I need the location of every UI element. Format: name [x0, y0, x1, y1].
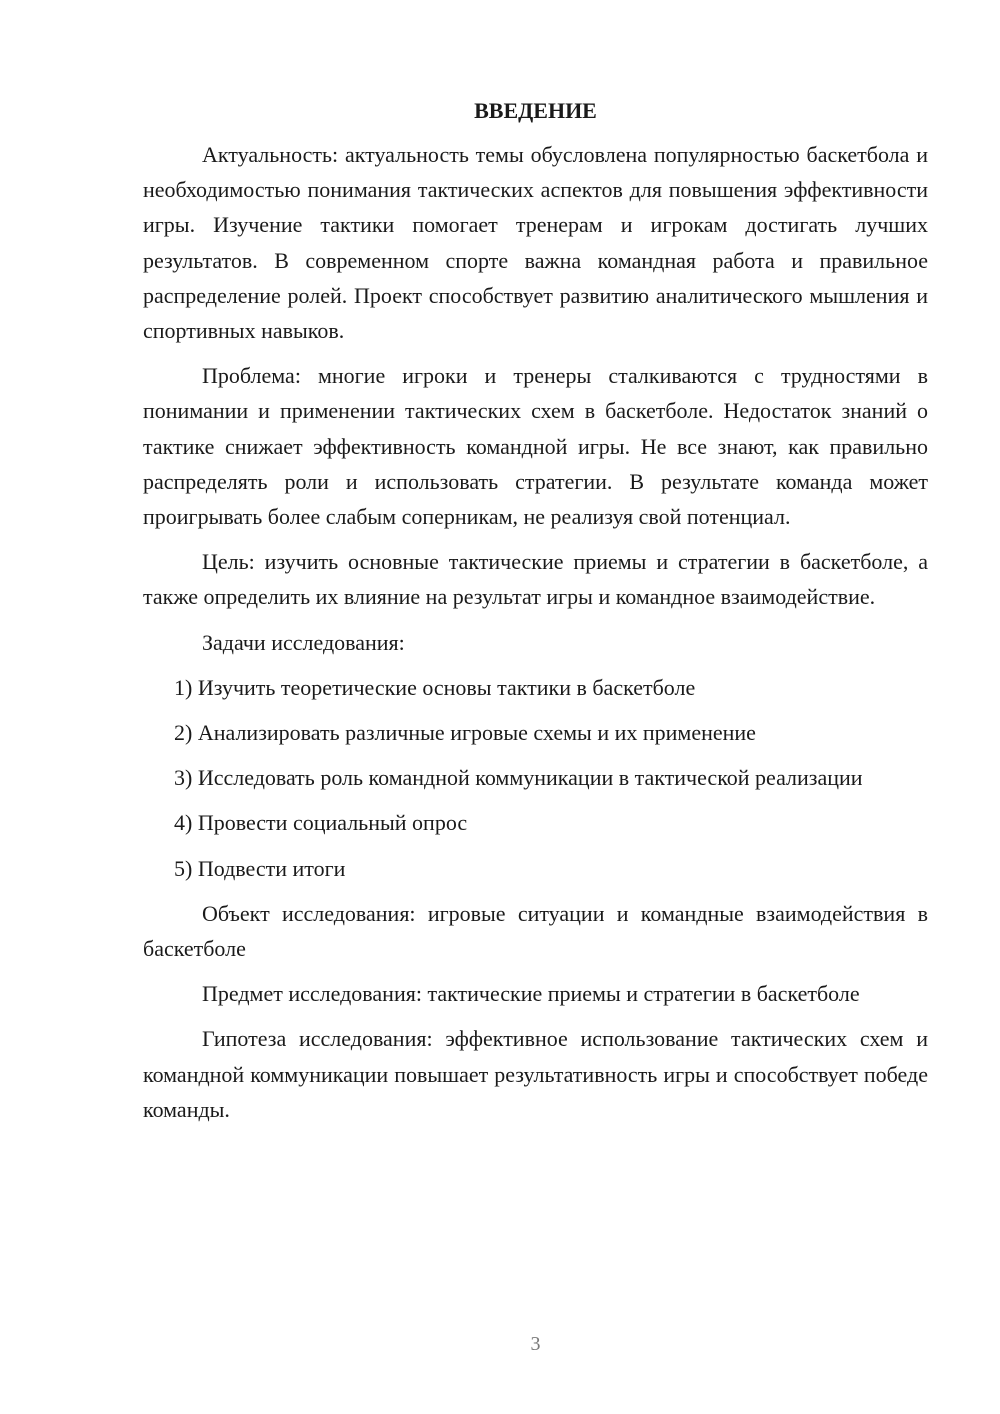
- document-page: [143, 96, 928, 1137]
- goal-paragraph: Цель: изучить основные тактические приемы и стратегии в баскетболе, а также определить их влияние на результат игры и командное взаимодействие.: [143, 549, 928, 610]
- section-title: ВВЕДЕНИЕ: [474, 98, 597, 123]
- page-number: 3: [530, 1333, 541, 1355]
- problem-paragraph: Проблема: многие игроки и тренеры сталкиваются с трудностями в понимании и применении тактических схем в баскетболе. Недостаток знаний о тактике снижает эффективность командной игры. Не все знают, как правильно распределять роли и использовать стратегии. В результате команда может проигрывать более слабым соперникам, не реализуя свой потенциал.: [143, 363, 928, 530]
- task-item: 3) Исследовать роль командной коммуникации в тактической реализации: [174, 765, 863, 791]
- object-paragraph: Объект исследования: игровые ситуации и командные взаимодействия в баскетболе: [143, 900, 928, 962]
- task-item: 4) Провести социальный опрос: [174, 810, 468, 836]
- task-item: 2) Анализировать различные игровые схемы и их применение: [174, 720, 756, 746]
- relevance-paragraph: Актуальность: актуальность темы обусловлена популярностью баскетбола и необходимостью понимания тактических аспектов для повышения эффективности игры. Изучение тактики помогает тренерам и игрокам достигать лучших результатов. В современном спорте важна командная работа и правильное распределение ролей. Проект способствует развитию аналитического мышления и спортивных навыков.: [143, 142, 928, 344]
- task-item: 5) Подвести итоги: [174, 855, 346, 881]
- subject-paragraph: Предмет исследования: тактические приемы и стратегии в баскетболе: [202, 981, 860, 1007]
- tasks-label: Задачи исследования:: [202, 629, 405, 655]
- hypothesis-paragraph: Гипотеза исследования: эффективное использование тактических схем и командной коммуникации повышает результативность игры и способствует победе команды.: [143, 1026, 928, 1122]
- task-item: 1) Изучить теоретические основы тактики в баскетболе: [174, 674, 696, 700]
